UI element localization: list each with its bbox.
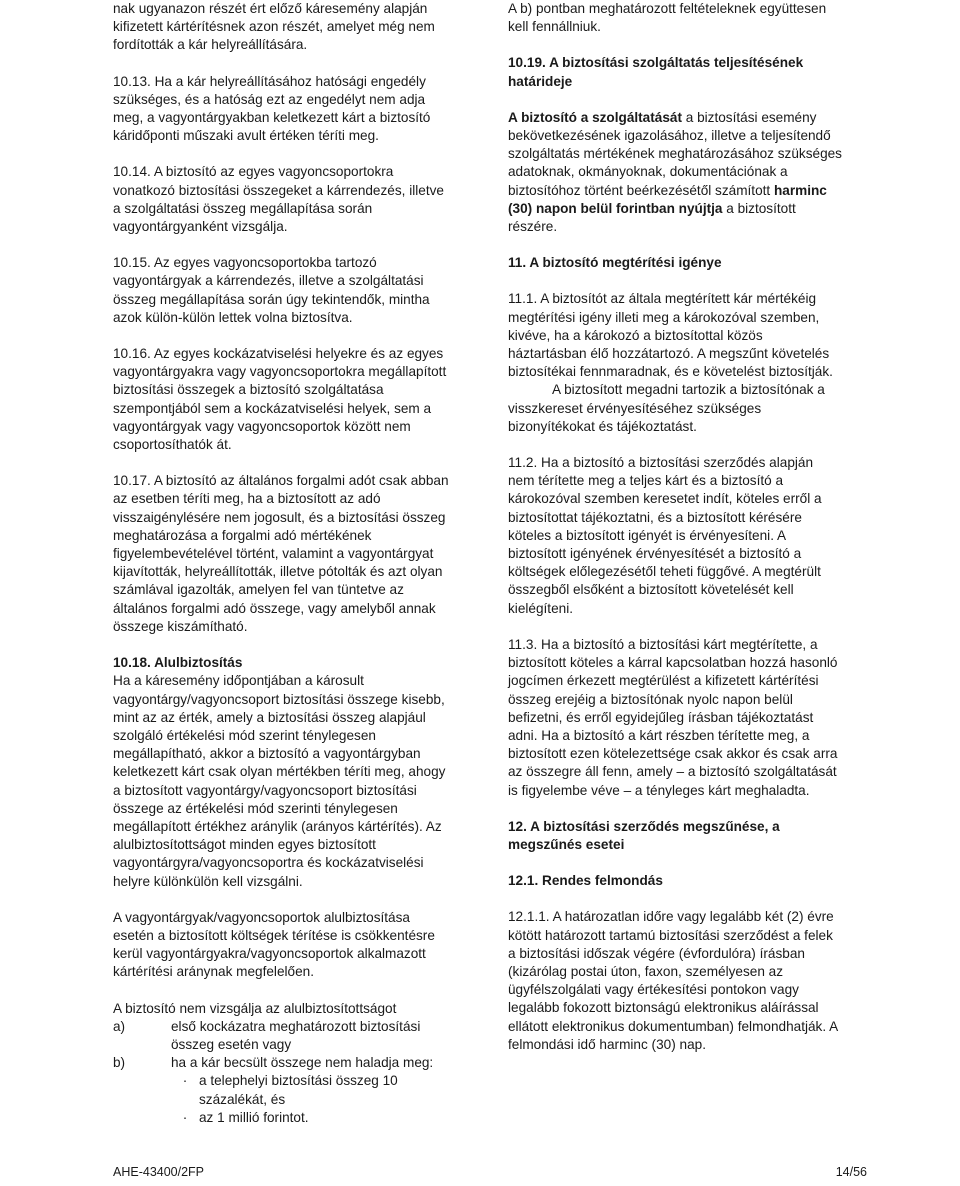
paragraph-continuation: A b) pontban meghatározott feltételeknek együttesen kell fennállniuk. (508, 1, 827, 35)
sublist-item-2 (171, 1109, 453, 1127)
list-text: első kockázatra meghatározott biztosítási összeg esetén vagy (171, 1018, 421, 1052)
paragraph-text: Ha a kár helyreállításához hatósági engedély szükséges, és a hatóság ezt az engedélyt nem adja meg, a vagyontárgyakban keletkezett kárt a biztosító káridőponti műszaki avult értéken téríti meg. (113, 73, 431, 144)
heading-11: 11. A biztosító megtérítési igénye (508, 255, 722, 271)
bold-text: harminc (30) napon belül forintban nyújtja (508, 182, 827, 216)
list-label: a) (113, 1018, 126, 1034)
section-number: 10.15. (113, 255, 151, 271)
paragraph-text: a biztosítási esemény bekövetkezésének igazolásához, illetve a teljesítendő szolgáltatás mértékének meghatározásához szükséges adatoknak, okmányoknak, dokumentációnak a biztosítóhoz történt beérkezésétől számított (508, 109, 842, 198)
sublist-text: az 1 millió forintot. (199, 1109, 309, 1125)
paragraph-11-1-b: A biztosított megadni tartozik a biztosítónak a visszkereset érvényesítéséhez szükséges bizonyítékokat és tájékoztatást. (508, 382, 825, 434)
paragraph-10-19 (508, 109, 842, 236)
paragraph-11-1: 11.1. A biztosítót az általa megtérített kár mértékéig megtérítési igény illeti meg a károkozóval szemben, kivéve, ha a károkozó a biztosítottal közös háztartásban élő hozzátartozó. A megszűnt követelés biztosítékai fennmaradnak, és e követelést biztosítják. (508, 291, 833, 380)
paragraph-text: Az egyes vagyoncsoportokba tartozó vagyontárgyak a kárrendezés, illetve a szolgáltatási összeg megállapítása során úgy tekintendők, mintha azok külön-külön lettek volna biztosítva. (113, 255, 430, 325)
heading-10-18: 10.18. Alulbiztosítás (113, 655, 243, 671)
list-label: b) (113, 1055, 126, 1071)
paragraph-text: a biztosított részére. (508, 200, 796, 235)
bullet-icon: · (182, 1073, 188, 1089)
paragraph-continuation: nak ugyanazon részét ért előző káresemény alapján kifizetett kártérítésnek azon részét, amelyet még nem fordították a kár helyreállítására. (113, 1, 435, 53)
bullet-icon: · (182, 1109, 188, 1125)
list-item-a (113, 1018, 453, 1054)
paragraph-10-18-c: A biztosító nem vizsgálja az alulbiztosítottságot (113, 1000, 397, 1016)
paragraph-text: A biztosító az általános forgalmi adót csak abban az esetben téríti meg, ha a biztosított az adó visszaigénylésére nem jogosult, és a biztosítási összeg meghatározása a forgalmi adó mértékének figyelembevételével történt, valamint a vagyontárgyat kijavították, helyreállították, illetve pótolták és azt olyan számlával igazolták, amelyen fel van tüntetve az általános forgalmi adó összege, vagy amelyből annak összege kiszámítható. (113, 473, 449, 634)
bold-text: A biztosító a szolgáltatását (508, 109, 682, 125)
section-number: 10.13. (113, 73, 151, 89)
document-code: AHE-43400/2FP (113, 1165, 205, 1179)
section-number: 10.17. (113, 473, 151, 489)
page-number: 14/56 (835, 1165, 867, 1179)
section-number: 10.14. (113, 164, 151, 180)
paragraph-10-15 (113, 254, 453, 327)
paragraph-10-17 (113, 472, 453, 636)
left-column (113, 0, 453, 1127)
sublist-text: a telephelyi biztosítási összeg 10 százalékát, és (199, 1073, 398, 1107)
list-text: ha a kár becsült összege nem haladja meg: (171, 1055, 434, 1071)
paragraph-text: A biztosító az egyes vagyoncsoportokra vonatkozó biztosítási összegeket a kárrendezés, illetve a szolgáltatási összeg megállapítása során vagyontárgyanként vizsgálja. (113, 164, 444, 235)
paragraph-10-18: Ha a káresemény időpontjában a károsult vagyontárgy/vagyoncsoport biztosítási összege kisebb, mint az az érték, amely a biztosítási összeg alapjául szolgáló értékelési mód szerint ténylegesen megállapítható, akkor a biztosító a vagyontárgyban keletkezett kárt csak olyan mértékben téríti meg, ahogy a biztosított vagyontárgy/vagyoncsoport biztosítási összege az értékelési mód szerinti ténylegesen megállapított értékhez aránylik (arányos kártérítés). Az alulbiztosítottságot minden egyes biztosított vagyontárgyra/vagyoncsoportra és kockázatviselési helyre különkülön kell vizsgálni. (113, 673, 446, 889)
right-column (508, 0, 842, 1072)
list-item-b (113, 1054, 453, 1072)
paragraph-11-3: 11.3. Ha a biztosító a biztosítási kárt megtérítette, a biztosított köteles a kárral kapcsolatban hozzá hasonló jogcímen érkezett megtérülést a kifizetett kártérítési összeg erejéig a biztosítónak nyolc napon belül befizetni, és erről egyidejűleg írásban tájékoztatást adni. Ha a biztosító a kárt részben térítette meg, a biztosított ezen kötelezettsége csak akkor és csak arra az összegre áll fenn, amely – a biztosító szolgáltatását is figyelembe véve – a tényleges kárt meghaladta. (508, 636, 838, 798)
paragraph-10-13 (113, 73, 453, 146)
paragraph-12-1-1: 12.1.1. A határozatlan időre vagy legalább két (2) évre kötött határozott tartamú biztosítási szerződést a felek a biztosítási időszak végére (évfordulóra) írásban (kizárólag postai úton, faxon, személyesen az ügyfélszolgálati vagy értékesítési pontokon vagy legalább fokozott biztonságú elektronikus aláírással ellátott elektronikus dokumentumban) felmondhatják. A felmondási idő harminc (30) nap. (508, 909, 838, 1052)
heading-10-19: 10.19. A biztosítási szolgáltatás teljesítésének határideje (508, 55, 804, 89)
paragraph-text: Az egyes kockázatviselési helyekre és az egyes vagyontárgyakra vagy vagyoncsoportokra megállapított biztosítási összegek a biztosító szolgáltatása szempontjából sem a kockázatviselési helyek, sem a vagyontárgyak vagy vagyoncsoportok között nem csoportosíthatók át. (113, 346, 447, 453)
paragraph-10-16 (113, 345, 453, 454)
heading-12-1: 12.1. Rendes felmondás (508, 873, 663, 889)
section-number: 10.16. (113, 346, 151, 362)
heading-12: 12. A biztosítási szerződés megszűnése, a megszűnés esetei (508, 818, 780, 852)
paragraph-11-2: 11.2. Ha a biztosító a biztosítási szerződés alapján nem térítette meg a teljes kárt és a biztosító a károkozóval szemben keresetet indít, köteles erről a biztosítottat tájékoztatni, és a biztosított kérésére köteles a biztosított igényét is érvényesíteni. A biztosított igényének érvényesítését a biztosító a költségek előlegezésétől teheti függővé. A megtérült összegből elsőként a biztosított követelését kell kielégíteni. (508, 455, 822, 616)
paragraph-10-18-b: A vagyontárgyak/vagyoncsoportok alulbiztosítása esetén a biztosított költségek térítése is csökkentésre kerül vagyontárgyakra/vagyoncsoportok alkalmazott kártérítési aránynak megfelelően. (113, 909, 435, 980)
sublist-item-1 (171, 1072, 453, 1108)
paragraph-10-14 (113, 163, 453, 236)
page-footer (113, 1163, 867, 1181)
